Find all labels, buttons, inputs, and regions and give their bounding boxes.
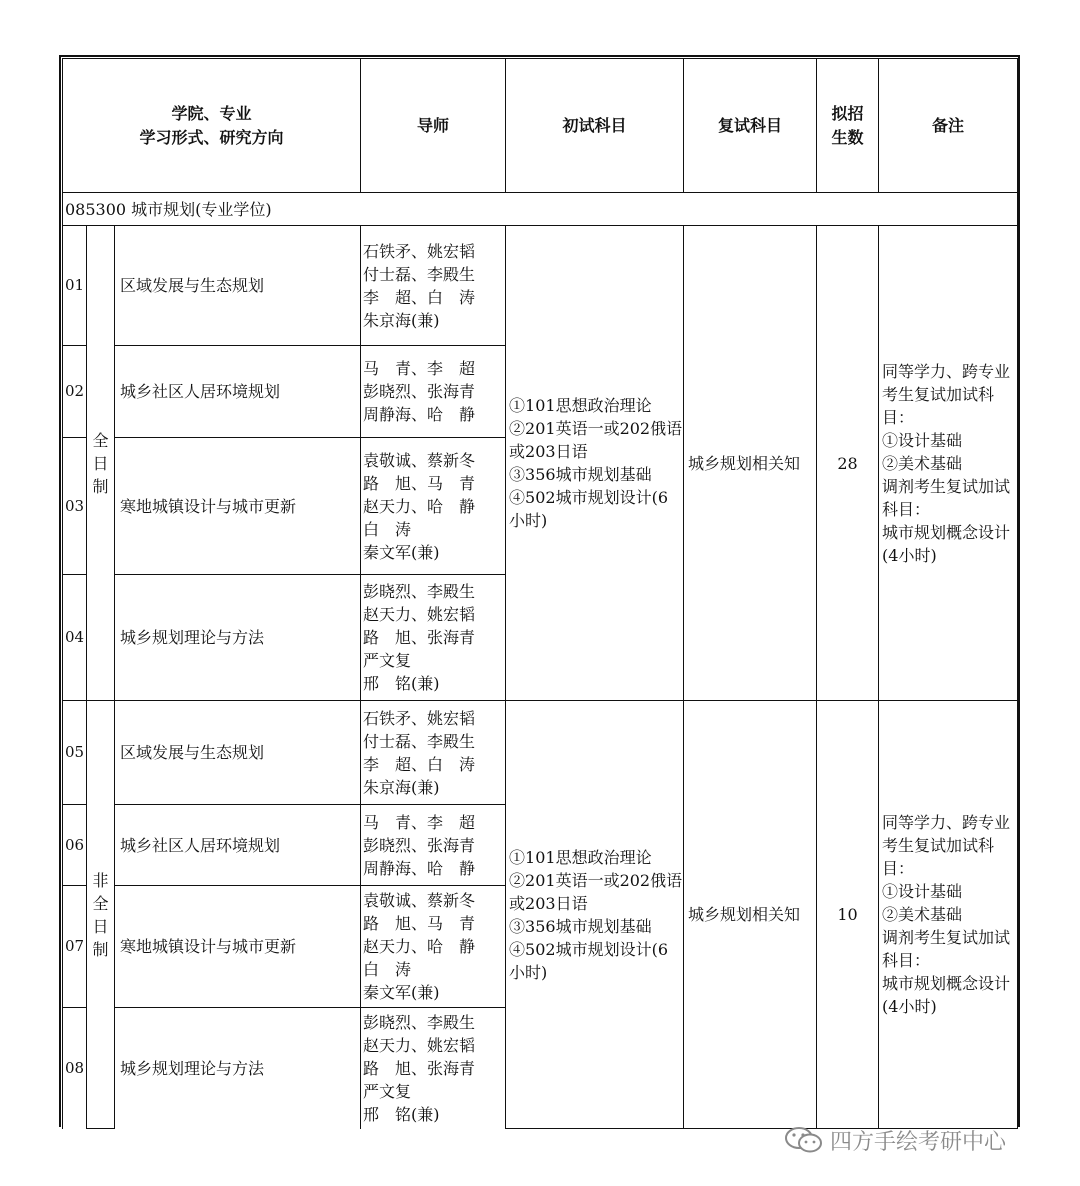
tutor-list: 马 青、李 超 彭晓烈、张海青 周静海、哈 静: [361, 805, 506, 886]
retest-subject: 城乡规划相关知: [684, 226, 817, 701]
direction-name: 寒地城镇设计与城市更新: [115, 438, 361, 575]
exam-subjects: [506, 226, 684, 701]
direction-number: 05: [63, 701, 87, 805]
direction-name: 寒地城镇设计与城市更新: [115, 886, 361, 1008]
direction-number: 08: [63, 1008, 87, 1129]
direction-number: 01: [63, 226, 87, 346]
direction-name: 城乡规划理论与方法: [115, 1008, 361, 1129]
header-program: [63, 59, 361, 193]
direction-number: 06: [63, 805, 87, 886]
table-row: [63, 701, 1018, 805]
tutor-list: 彭晓烈、李殿生 赵天力、姚宏韬 路 旭、张海青 严文复 邢 铭(兼): [361, 575, 506, 701]
header-note: 备注: [879, 59, 1018, 193]
exam-subjects-text: ①101思想政治理论 ②201英语一或202俄语或203日语 ③356城市规划基础 ④502城市规划设计(6小时): [509, 396, 683, 530]
header-quota-line2: 生数: [831, 127, 864, 147]
direction-name: 区域发展与生态规划: [115, 701, 361, 805]
study-mode: [87, 701, 115, 1129]
study-mode: [87, 226, 115, 701]
tutor-list: 袁敬诚、蔡新冬 路 旭、马 青 赵天力、哈 静 白 涛 秦文军(兼): [361, 438, 506, 575]
wechat-icon: [784, 1126, 824, 1154]
direction-number: 02: [63, 346, 87, 438]
header-exam: 初试科目: [506, 59, 684, 193]
note-text-content: 同等学力、跨专业考生复试加试科目： ①设计基础 ②美术基础 调剂考生复试加试科目： 城市规划概念设计(4小时): [882, 813, 1011, 1016]
header-retest: 复试科目: [684, 59, 817, 193]
note-text: [879, 226, 1018, 701]
note-text: [879, 701, 1018, 1129]
tutor-list: 彭晓烈、李殿生 赵天力、姚宏韬 路 旭、张海青 严文复 邢 铭(兼): [361, 1008, 506, 1129]
tutor-list: 马 青、李 超 彭晓烈、张海青 周静海、哈 静: [361, 346, 506, 438]
exam-subjects: [506, 701, 684, 1129]
header-program-line2: 学习形式、研究方向: [139, 127, 284, 147]
direction-number: 07: [63, 886, 87, 1008]
study-mode-label: 非 全 日 制: [92, 870, 109, 959]
header-quota: [817, 59, 879, 193]
watermark: [784, 1125, 1006, 1155]
tutor-list: 石铁矛、姚宏韬 付士磊、李殿生 李 超、白 涛 朱京海(兼): [361, 701, 506, 805]
header-quota-line1: 拟招: [831, 103, 864, 123]
header-tutor: 导师: [361, 59, 506, 193]
note-text-content: 同等学力、跨专业考生复试加试科目： ①设计基础 ②美术基础 调剂考生复试加试科目： 城市规划概念设计(4小时): [882, 361, 1011, 565]
watermark-text: 四方手绘考研中心: [830, 1129, 1007, 1155]
table-row: [63, 226, 1018, 346]
admission-table: [62, 58, 1018, 1129]
tutor-list: 石铁矛、姚宏韬 付士磊、李殿生 李 超、白 涛 朱京海(兼): [361, 226, 506, 346]
quota-value: 10: [817, 701, 879, 1129]
direction-name: 城乡社区人居环境规划: [115, 805, 361, 886]
section-title: 085300 城市规划(专业学位): [63, 193, 1018, 226]
section-row: [63, 193, 1018, 226]
header-row: [63, 59, 1018, 193]
direction-name: 城乡规划理论与方法: [115, 575, 361, 701]
quota-value: 28: [817, 226, 879, 701]
study-mode-label: 全 日 制: [92, 430, 109, 496]
direction-number: 04: [63, 575, 87, 701]
direction-number: 03: [63, 438, 87, 575]
direction-name: 区域发展与生态规划: [115, 226, 361, 346]
header-program-line1: 学院、专业: [171, 103, 252, 123]
exam-subjects-text: ①101思想政治理论 ②201英语一或202俄语或203日语 ③356城市规划基础 ④502城市规划设计(6小时): [509, 847, 683, 982]
direction-name: 城乡社区人居环境规划: [115, 346, 361, 438]
retest-subject: 城乡规划相关知: [684, 701, 817, 1129]
tutor-list: 袁敬诚、蔡新冬 路 旭、马 青 赵天力、哈 静 白 涛 秦文军(兼): [361, 886, 506, 1008]
